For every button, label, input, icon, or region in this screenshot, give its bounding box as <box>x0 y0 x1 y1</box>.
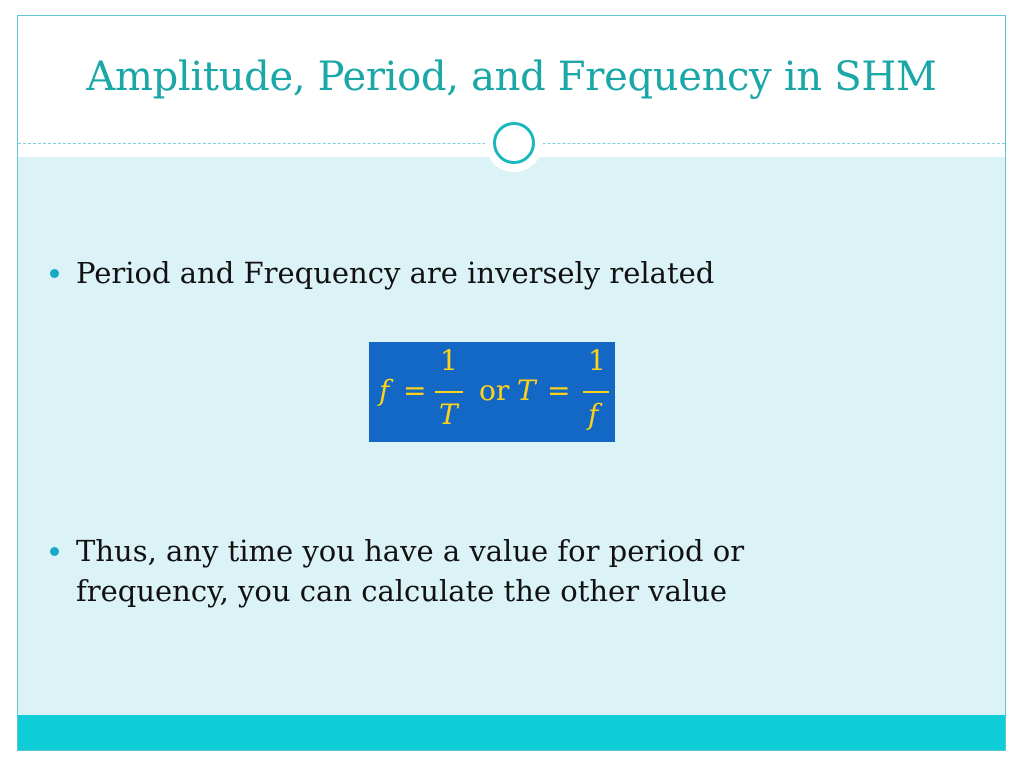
formula-denominator: T <box>439 398 458 431</box>
bullet-dot-icon <box>50 547 59 556</box>
formula-equals: = <box>403 374 427 407</box>
bullet-text: Period and Frequency are inversely related <box>76 256 715 290</box>
fraction-bar <box>435 391 463 393</box>
formula-numerator: 1 <box>440 344 458 377</box>
footer-bar <box>18 715 1005 750</box>
bullet-text-continued: frequency, you can calculate the other value <box>76 574 728 608</box>
circle-ornament-icon <box>485 114 543 172</box>
ornament-ring <box>493 122 535 164</box>
fraction-bar <box>583 391 609 393</box>
slide-title: Amplitude, Period, and Frequency in SHM <box>86 54 937 100</box>
formula-T: T <box>517 374 536 407</box>
bullet-text: Thus, any time you have a value for period or <box>76 534 745 568</box>
formula-numerator: 1 <box>588 344 606 377</box>
bullet-dot-icon <box>50 269 59 278</box>
formula-equals: = <box>547 374 571 407</box>
formula-denominator: f <box>588 398 599 431</box>
formula-box <box>369 342 615 442</box>
slide-frame <box>17 15 1006 751</box>
formula-or: or <box>479 374 510 407</box>
formula-f: f <box>379 374 390 407</box>
